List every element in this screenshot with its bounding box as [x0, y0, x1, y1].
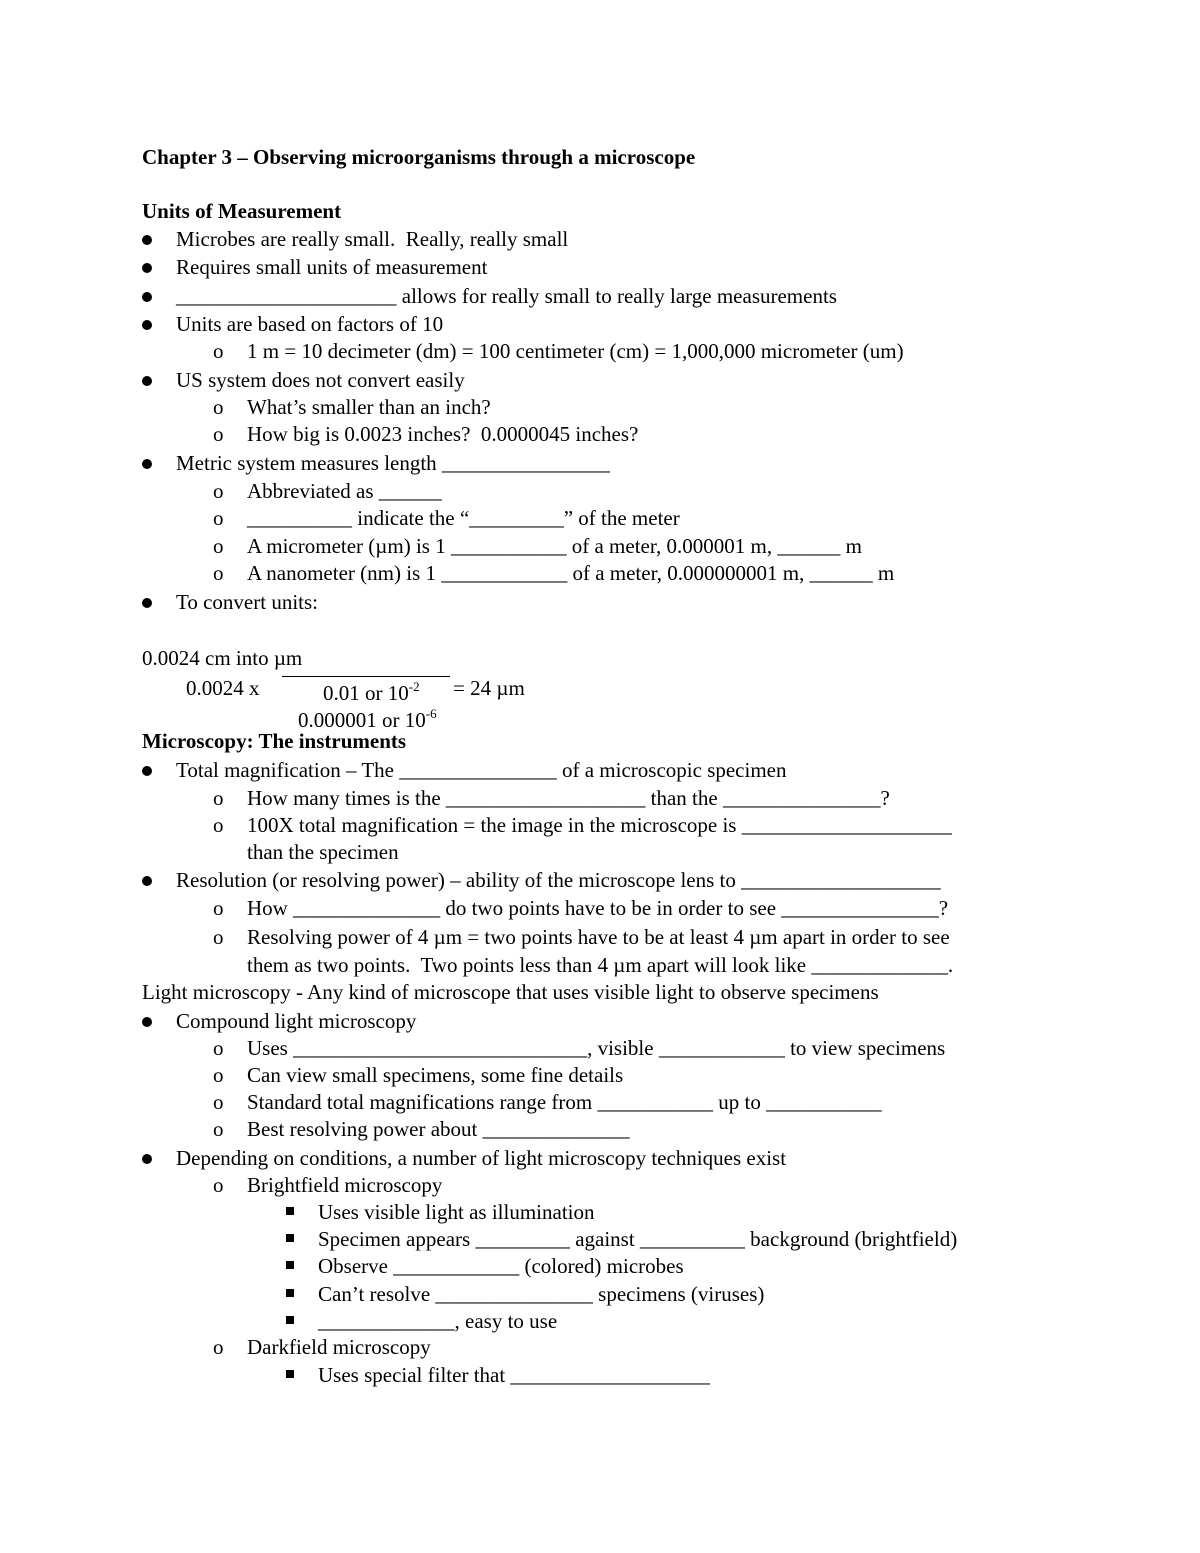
- bullet-icon: [142, 320, 152, 330]
- conversion-heading: 0.0024 cm into µm: [142, 646, 303, 670]
- bullet-icon: [142, 598, 152, 608]
- list-subitem: Brightfield microscopy: [247, 1173, 443, 1197]
- list-item: _____________________ allows for really small to really large measurements: [176, 284, 837, 308]
- conversion-multiplier: 0.0024 x: [186, 676, 260, 700]
- fraction-bar: [282, 675, 450, 677]
- section-heading-microscopy: Microscopy: The instruments: [142, 729, 407, 753]
- list-subitem: Standard total magnifications range from ___________ up to ___________: [247, 1090, 882, 1114]
- sub-bullet-icon: o: [213, 786, 224, 810]
- square-bullet-icon: [286, 1261, 294, 1269]
- bullet-icon: [142, 235, 152, 245]
- sub-bullet-icon: o: [213, 561, 224, 585]
- list-subitem-continued: than the specimen: [247, 840, 399, 864]
- list-item: To convert units:: [176, 590, 319, 614]
- list-subitem: Can view small specimens, some fine details: [247, 1063, 624, 1087]
- sub-bullet-icon: o: [213, 534, 224, 558]
- list-item: Total magnification – The _______________ of a microscopic specimen: [176, 758, 787, 782]
- list-subitem: Abbreviated as ______: [247, 479, 442, 503]
- list-subitem: A nanometer (nm) is 1 ____________ of a meter, 0.000000001 m, ______ m: [247, 561, 895, 585]
- sub-bullet-icon: o: [213, 506, 224, 530]
- light-microscopy-intro: Light microscopy - Any kind of microscope that uses visible light to observe specimens: [142, 980, 879, 1004]
- sub-bullet-icon: o: [213, 479, 224, 503]
- bullet-icon: [142, 459, 152, 469]
- sub-bullet-icon: o: [213, 1090, 224, 1114]
- page-title: Chapter 3 – Observing microorganisms through a microscope: [142, 145, 696, 169]
- list-subitem: __________ indicate the “_________” of the meter: [247, 506, 680, 530]
- list-item: Compound light microscopy: [176, 1009, 417, 1033]
- bullet-icon: [142, 1017, 152, 1027]
- list-item: Resolution (or resolving power) – ability of the microscope lens to ___________________: [176, 868, 941, 892]
- list-subitem-continued: them as two points. Two points less than 4 µm apart will look like _____________.: [247, 953, 954, 977]
- list-item: Requires small units of measurement: [176, 255, 488, 279]
- sub-bullet-icon: o: [213, 813, 224, 837]
- list-subitem: How many times is the ___________________ than the _______________?: [247, 786, 890, 810]
- list-subsubitem: Observe ____________ (colored) microbes: [318, 1254, 684, 1278]
- square-bullet-icon: [286, 1289, 294, 1297]
- sub-bullet-icon: o: [213, 1063, 224, 1087]
- list-item: Microbes are really small. Really, really small: [176, 227, 569, 251]
- bullet-icon: [142, 263, 152, 273]
- conversion-denominator: 0.000001 or $10^{-6}$: [298, 706, 437, 732]
- square-bullet-icon: [286, 1370, 294, 1378]
- sub-bullet-icon: o: [213, 422, 224, 446]
- sub-bullet-icon: o: [213, 1117, 224, 1141]
- section-heading-units: Units of Measurement: [142, 199, 342, 223]
- square-bullet-icon: [286, 1316, 294, 1324]
- conversion-numerator: 0.01 or $10^{-2}$: [323, 679, 420, 705]
- list-subsubitem: Uses special filter that ___________________: [318, 1363, 710, 1387]
- sub-bullet-icon: o: [213, 1173, 224, 1197]
- sub-bullet-icon: o: [213, 925, 224, 949]
- bullet-icon: [142, 766, 152, 776]
- sub-bullet-icon: o: [213, 395, 224, 419]
- sub-bullet-icon: o: [213, 339, 224, 363]
- list-subitem: 1 m = 10 decimeter (dm) = 100 centimeter (cm) = 1,000,000 micrometer (um): [247, 339, 904, 363]
- list-subsubitem: Can’t resolve _______________ specimens (viruses): [318, 1282, 765, 1306]
- sub-bullet-icon: o: [213, 896, 224, 920]
- list-subitem: Best resolving power about ______________: [247, 1117, 630, 1141]
- list-subsubitem: Specimen appears _________ against __________ background (brightfield): [318, 1227, 958, 1251]
- list-subitem: What’s smaller than an inch?: [247, 395, 491, 419]
- bullet-icon: [142, 876, 152, 886]
- list-subitem: Resolving power of 4 µm = two points have to be at least 4 µm apart in order to see: [247, 925, 950, 949]
- list-subitem: Uses ____________________________, visible ____________ to view specimens: [247, 1036, 946, 1060]
- list-subitem: How big is 0.0023 inches? 0.0000045 inches?: [247, 422, 639, 446]
- list-subitem: 100X total magnification = the image in the microscope is ____________________: [247, 813, 952, 837]
- square-bullet-icon: [286, 1207, 294, 1215]
- bullet-icon: [142, 376, 152, 386]
- list-subitem: Darkfield microscopy: [247, 1335, 431, 1359]
- list-subsubitem: Uses visible light as illumination: [318, 1200, 595, 1224]
- list-item: Depending on conditions, a number of light microscopy techniques exist: [176, 1146, 787, 1170]
- list-item: US system does not convert easily: [176, 368, 465, 392]
- sub-bullet-icon: o: [213, 1335, 224, 1359]
- list-subsubitem: _____________, easy to use: [318, 1309, 558, 1333]
- square-bullet-icon: [286, 1234, 294, 1242]
- list-item: Metric system measures length ________________: [176, 451, 610, 475]
- sub-bullet-icon: o: [213, 1036, 224, 1060]
- list-subitem: A micrometer (µm) is 1 ___________ of a meter, 0.000001 m, ______ m: [247, 534, 862, 558]
- list-subitem: How ______________ do two points have to be in order to see _______________?: [247, 896, 949, 920]
- bullet-icon: [142, 292, 152, 302]
- bullet-icon: [142, 1154, 152, 1164]
- list-item: Units are based on factors of 10: [176, 312, 444, 336]
- conversion-result: = 24 µm: [453, 676, 525, 700]
